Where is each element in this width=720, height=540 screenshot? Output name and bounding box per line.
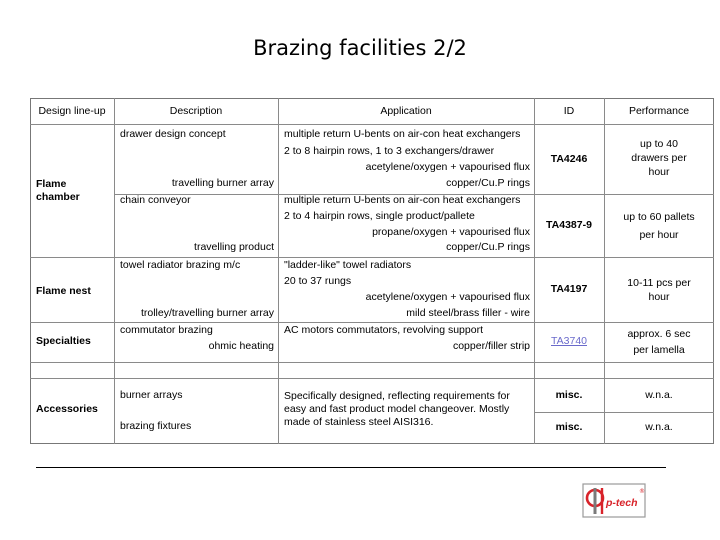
- application-line: AC motors commutators, revolving support: [284, 324, 483, 336]
- application-line: 2 to 8 hairpin rows, 1 to 3 exchangers/drawer: [284, 145, 495, 157]
- footer-divider: [36, 467, 666, 468]
- performance-value: w.n.a.: [645, 421, 673, 433]
- facility-id: TA4197: [550, 283, 588, 295]
- performance-value: w.n.a.: [645, 389, 673, 401]
- line-up-flame-nest: Flame nest: [36, 285, 91, 297]
- line-up-flame-chamber: Flame chamber: [36, 178, 80, 203]
- header-id: ID: [563, 105, 575, 117]
- description-secondary: trolley/travelling burner array: [140, 307, 274, 319]
- line-up-specialties: Specialties: [36, 335, 91, 347]
- performance-value: approx. 6 sec per lamella: [627, 328, 691, 356]
- performance-value: up to 60 pallets per hour: [623, 211, 695, 241]
- table-divider: [534, 412, 714, 413]
- application-line: 2 to 4 hairpin rows, single product/pallete: [284, 210, 475, 222]
- table-divider: [30, 378, 714, 379]
- header-description: Description: [169, 105, 223, 117]
- facility-id: misc.: [555, 389, 583, 401]
- table-divider: [30, 362, 714, 363]
- performance-value: up to 40 drawers per hour: [631, 138, 687, 178]
- header-application: Application: [380, 105, 432, 117]
- facility-id: TA4246: [550, 153, 588, 165]
- application-line: copper/Cu.P rings: [446, 241, 530, 253]
- table-divider: [30, 124, 714, 125]
- description-secondary: brazing fixtures: [120, 420, 192, 432]
- description-secondary: travelling burner array: [171, 177, 274, 189]
- application-line: copper/filler strip: [452, 340, 530, 352]
- page-title: Brazing facilities 2/2: [253, 36, 467, 60]
- line-up-accessories: Accessories: [36, 403, 98, 415]
- application-text: Specifically designed, reflecting requirements for easy and fast product model changeover. Mostly made of stainless steel AISI316.: [284, 390, 510, 428]
- header-design-line-up: Design line-up: [38, 105, 106, 117]
- description-primary: commutator brazing: [120, 324, 213, 336]
- registered-mark: ®: [639, 488, 645, 495]
- description-primary: burner arrays: [120, 389, 183, 401]
- description-secondary: ohmic heating: [208, 340, 274, 352]
- application-line: mild steel/brass filler - wire: [406, 307, 530, 319]
- description-secondary: travelling product: [194, 241, 274, 253]
- table-divider: [114, 98, 115, 444]
- logo-mark-icon: [582, 483, 648, 519]
- facility-id: misc.: [555, 421, 583, 433]
- description-primary: towel radiator brazing m/c: [120, 259, 241, 271]
- header-performance: Performance: [628, 105, 690, 117]
- application-line: "ladder-like" towel radiators: [284, 259, 412, 271]
- application-line: multiple return U-bents on air-con heat exchangers: [284, 128, 521, 140]
- application-line: copper/Cu.P rings: [446, 177, 530, 189]
- logo-wordmark: p-tech: [606, 497, 638, 509]
- application-line: propane/oxygen + vapourised flux: [372, 226, 530, 238]
- facility-id: TA4387-9: [546, 219, 592, 231]
- description-primary: drawer design concept: [120, 128, 226, 140]
- facility-id-link[interactable]: TA3740: [551, 335, 587, 347]
- application-line: 20 to 37 rungs: [284, 275, 352, 287]
- description-primary: chain conveyor: [120, 194, 191, 206]
- performance-value: 10-11 pcs per hour: [627, 277, 691, 303]
- application-line: acetylene/oxygen + vapourised flux: [365, 161, 530, 173]
- application-line: acetylene/oxygen + vapourised flux: [365, 291, 530, 303]
- table-divider: [278, 98, 279, 444]
- company-logo: [582, 483, 648, 519]
- application-line: multiple return U-bents on air-con heat exchangers: [284, 194, 521, 206]
